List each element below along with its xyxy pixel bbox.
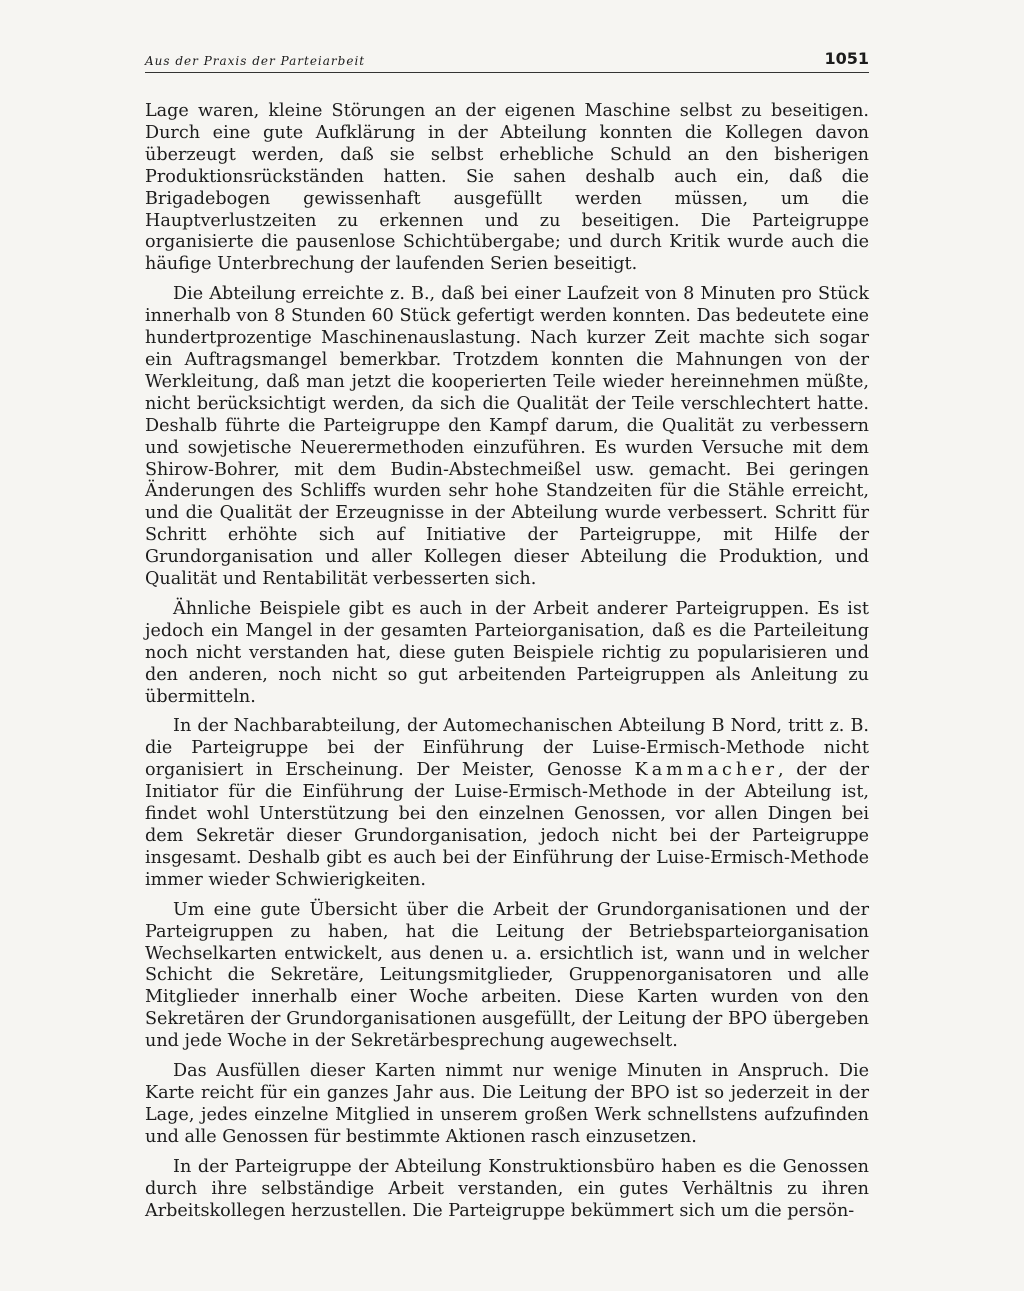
- paragraph-2: Die Abteilung erreichte z. B., daß bei einer Laufzeit von 8 Minuten pro Stück innerhalb von 8 Stunden 60 Stück gefertigt werden konnten. Das bedeutete eine hundertprozentige Maschinenauslastung. Nach kurzer Zeit machte sich sogar ein Auftragsmangel bemerkbar. Trotzdem konnten die Mahnungen von der Werkleitung, daß man jetzt die kooperierten Teile wieder hereinnehmen müßte, nicht berücksichtigt werden, da sich die Qualität der Teile verschlechtert hatte. Deshalb führte die Parteigruppe den Kampf darum, die Qualität zu verbessern und sowjetische Neuerermethoden einzuführen. Es wurden Versuche mit dem Shirow-Bohrer, mit dem Budin-Abstechmeißel usw. gemacht. Bei geringen Änderungen des Schliffs wurden sehr hohe Standzeiten für die Stähle erreicht, und die Qualität der Erzeugnisse in der Abteilung wurde verbessert. Schritt für Schritt erhöhte sich auf Initiative der Parteigruppe, mit Hilfe der Grundorganisation und aller Kollegen dieser Abteilung die Produktion, und Qualität und Rentabilität verbesserten sich.: [145, 284, 869, 590]
- running-header: [145, 40, 869, 73]
- paragraph-4-part-2: , der der Initiator für die Einführung der Luise-Ermisch-Methode in der Abteilung ist, findet wohl Unterstützung bei den einzelnen Genossen, vor allen Dingen bei dem Sekretär dieser Grundorganisation, jedoch nicht bei der Parteigruppe insgesamt. Deshalb gibt es auch bei der Einführung der Luise-Ermisch-Methode immer wieder Schwierigkeiten.: [145, 760, 869, 890]
- paragraph-7: In der Parteigruppe der Abteilung Konstruktionsbüro haben es die Genossen durch ihre selbständige Arbeit verstanden, ein gutes Verhältnis zu ihren Arbeitskollegen herzustellen. Die Parteigruppe bekümmert sich um die persön-: [145, 1156, 869, 1221]
- paragraph-6: Das Ausfüllen dieser Karten nimmt nur wenige Minuten in Anspruch. Die Karte reicht für ein ganzes Jahr aus. Die Leitung der BPO ist so jederzeit in der Lage, jedes einzelne Mitglied in unserem großen Werk schnellstens aufzufinden und alle Genossen für bestimmte Aktionen rasch einzusetzen.: [145, 1061, 869, 1147]
- document-page: [145, 40, 869, 1230]
- paragraph-3: Ähnliche Beispiele gibt es auch in der Arbeit anderer Parteigruppen. Es ist jedoch ein Mangel in der gesamten Parteiorganisation, daß es die Parteileitung noch nicht verstanden hat, diese guten Beispiele richtig zu popularisieren und den anderen, noch nicht so gut arbeitenden Parteigruppen als Anleitung zu übermitteln.: [145, 598, 869, 707]
- header-title: Aus der Praxis der Parteiarbeit: [145, 54, 366, 68]
- paragraph-5: Um eine gute Übersicht über die Arbeit der Grundorganisationen und der Parteigruppen zu haben, hat die Leitung der Betriebsparteiorganisation Wechselkarten entwickelt, aus denen u. a. ersichtlich ist, wann und in welcher Schicht die Sekretäre, Leitungsmitglieder, Gruppenorganisatoren und alle Mitglieder innerhalb einer Woche arbeiten. Diese Karten wurden von den Sekretären der Grundorganisationen ausgefüllt, der Leitung der BPO übergeben und jede Woche in der Sekretärbesprechung augewechselt.: [145, 899, 869, 1052]
- paragraph-4-part-1: In der Nachbarabteilung, der Automechanischen Abteilung B Nord, tritt z. B. die Parteigruppe bei der Einführung der Luise-Ermisch-Methode nicht organisiert in Erscheinung. Der Meister, Genosse: [145, 716, 869, 781]
- paragraph-4: [145, 716, 869, 891]
- paragraph-1: Lage waren, kleine Störungen an der eigenen Maschine selbst zu beseitigen. Durch eine gute Aufklärung in der Abteilung konnten die Kollegen davon überzeugt werden, daß sie selbst erhebliche Schuld an den bisherigen Produktionsrückständen hatten. Sie sahen deshalb auch ein, daß die Brigadebogen gewissenhaft ausgefüllt werden müssen, um die Hauptverlustzeiten zu erkennen und zu beseitigen. Die Parteigruppe organisierte die pausenlose Schichtübergabe; und durch Kritik wurde auch die häufige Unterbrechung der laufenden Serien beseitigt.: [145, 101, 869, 275]
- page-number: 1051: [824, 49, 869, 68]
- person-name-kammacher: Kammacher: [634, 760, 779, 781]
- body-text: [145, 101, 869, 1222]
